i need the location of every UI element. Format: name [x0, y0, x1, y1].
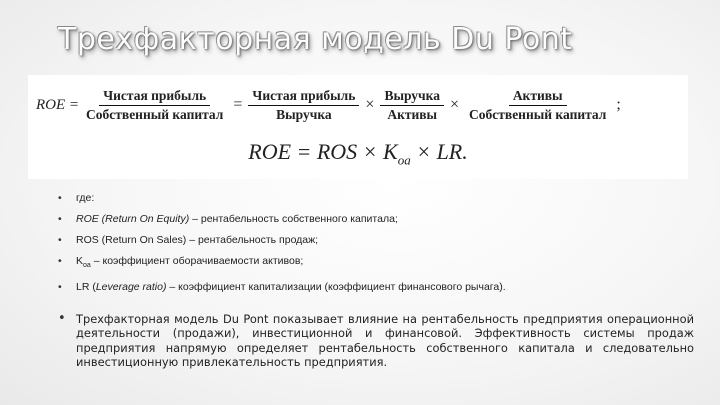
slide-title: Трехфакторная модель Du Pont: [58, 22, 573, 57]
list-item: [58, 192, 698, 204]
term-lr-prefix: LR (: [76, 281, 96, 294]
equals-sign: =: [233, 96, 243, 113]
fraction-denominator: Собственный капитал: [469, 106, 607, 122]
fraction-net-profit-revenue: [248, 87, 359, 124]
fraction-assets-equity: [465, 87, 610, 124]
semicolon: ;: [616, 96, 621, 113]
list-item: [58, 255, 698, 272]
term-description: – коэффициент капитализации (коэффициент финансового рычага).: [166, 281, 506, 294]
multiply-sign: ×: [450, 96, 460, 113]
short-formula-left: ROE = ROS × K: [248, 139, 398, 164]
term-koa-subscript: оа: [83, 262, 91, 270]
term-koa: K: [76, 255, 84, 267]
term-description: – коэффициент оборачиваемости активов;: [90, 255, 304, 267]
fraction-net-profit-equity: [82, 87, 227, 124]
koa-subscript: oa: [397, 152, 411, 168]
fraction-numerator: Активы: [509, 87, 567, 106]
term-lr: Leverage ratio): [95, 281, 167, 294]
fraction-revenue-assets: [380, 87, 444, 124]
roe-short-formula: [28, 139, 688, 168]
roe-lhs: ROE =: [36, 96, 80, 113]
list-item: [58, 234, 698, 246]
list-item: [58, 213, 698, 225]
roe-full-formula: [36, 83, 624, 127]
list-item-text: ROS (Return On Sales) – рентабельность продаж;: [76, 234, 319, 246]
fraction-numerator: Выручка: [380, 87, 444, 106]
formula-image: [28, 75, 688, 179]
summary-paragraph: • Трехфакторная модель Du Pont показывает влияние на рентабельность предприятия операционной деятельности (продажи), инвестиционной и финансовой. Эффективность системы продаж предприятия напрямую определяет рентабельность собственного капитала и следовательно инвестиционную привлекательность предприятия.: [58, 312, 694, 369]
fraction-numerator: Чистая прибыль: [248, 87, 359, 106]
definitions-list: [58, 192, 698, 302]
term-description: – рентабельность собственного капитала;: [189, 213, 398, 225]
multiply-sign: ×: [365, 96, 375, 113]
short-formula-right: × LR.: [410, 139, 468, 164]
fraction-denominator: Собственный капитал: [86, 106, 224, 122]
list-item: [58, 281, 698, 293]
list-item-text: где:: [76, 192, 95, 204]
fraction-denominator: Выручка: [276, 106, 332, 122]
term-roe: ROE (Return On Equity): [76, 213, 190, 225]
fraction-denominator: Активы: [387, 106, 438, 122]
fraction-numerator: Чистая прибыль: [99, 87, 210, 106]
